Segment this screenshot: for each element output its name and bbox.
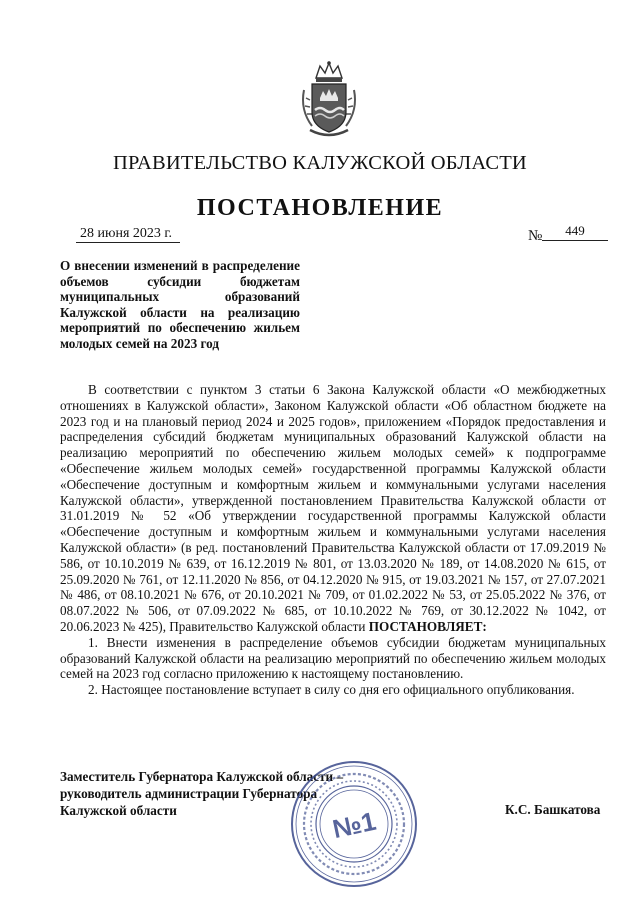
- signatory-name: К.С. Башкатова: [505, 802, 601, 817]
- preamble-paragraph: [60, 382, 606, 635]
- preamble-text: В соответствии с пунктом 3 статьи 6 Закона Калужской области «О межбюджетных отношениях в Калужской области», Законом Калужской области «Об областном бюджете на 2023 год и на плановый период 2024 и 2025 годов», приложением «Порядок предоставления и распределения субсидий бюджетам муниципальных образований Калужской области на реализацию мероприятий по обеспечению жильем молодых семей» к подпрограмме «Обеспечение жильем молодых семей» государственной программы Калужской области «Обеспечение доступным и комфортным жильем и коммунальными услугами населения Калужской области», утвержденной постановлением Правительства Калужской области от 31.01.2019 № 52 «Об утверждении государственной программы Калужской области «Обеспечение доступным и комфортным жильем и коммунальными услугами населения Калужской области» (в ред. постановлений Правительства Калужской области от 17.09.2019 № 586, от 10.10.2019 № 639, от 16.12.2019 № 801, от 13.03.2020 № 189, от 14.08.2020 № 615, от 25.09.2020 № 761, от 12.11.2020 № 856, от 04.12.2020 № 915, от 19.03.2021 № 157, от 27.07.2021 № 486, от 08.10.2021 № 676, от 20.10.2021 № 709, от 01.02.2022 № 53, от 25.05.2022 № 376, от 08.07.2022 № 506, от 07.09.2022 № 685, от 10.10.2022 № 769, от 30.12.2022 № 1042, от 20.06.2023 № 425), Правительство Калужской области: [60, 382, 606, 634]
- signatory-line-2: руководитель администрации Губернатора: [60, 786, 318, 801]
- official-seal-icon: [288, 758, 420, 890]
- organization-title: ПРАВИТЕЛЬСТВО КАЛУЖСКОЙ ОБЛАСТИ: [113, 152, 527, 174]
- document-body: [60, 382, 606, 698]
- item-1-paragraph: 1. Внести изменения в распределение объемов субсидии бюджетам муниципальных образований Калужской области на реализацию мероприятий по обеспечению жильем молодых семей на 2023 год согласно приложению к настоящему постановлению.: [60, 634, 606, 682]
- item-2-paragraph: 2. Настоящее постановление вступает в силу со дня его официального опубликования.: [88, 682, 575, 698]
- kaluga-coat-of-arms-icon: [298, 60, 360, 138]
- document-subject: О внесении изменений в распределение объемов субсидии бюджетам муниципальных образований Калужской области на реализацию мероприятий по обеспечению жильем молодых семей на 2023 год: [60, 258, 300, 351]
- signatory-line-1: Заместитель Губернатора Калужской области –: [60, 769, 344, 784]
- seal-number: №1: [329, 805, 379, 845]
- number-label: №: [528, 228, 543, 244]
- document-date: 28 июня 2023 г.: [76, 226, 180, 243]
- signatory-line-3: Калужской области: [60, 803, 177, 818]
- document-number: 449: [542, 222, 608, 241]
- document-type-title: ПОСТАНОВЛЕНИЕ: [196, 195, 444, 221]
- resolution-keyword: ПОСТАНОВЛЯЕТ:: [368, 618, 487, 634]
